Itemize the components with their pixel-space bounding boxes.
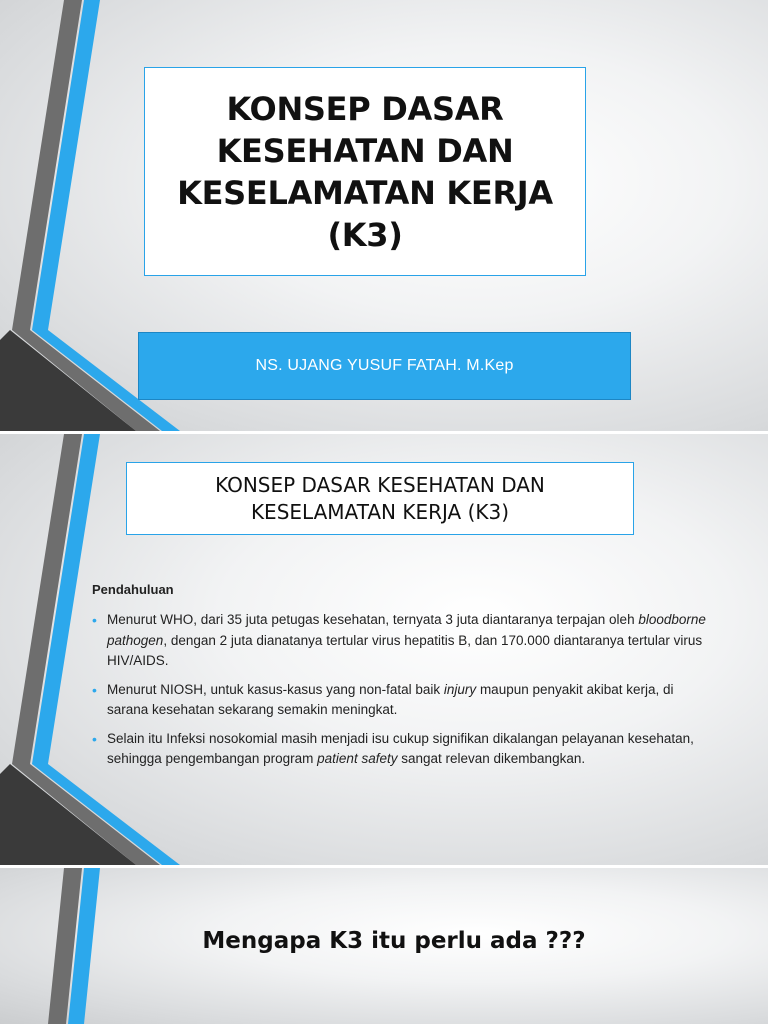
slide-question [0,868,768,1024]
slide-title-text: KONSEP DASAR KESEHATAN DAN KESELAMATAN KERJA (K3) [177,89,553,254]
bullet-icon: • [92,681,97,698]
title-box [126,462,634,535]
author-bar [138,332,631,400]
list-item: • Menurut NIOSH, untuk kasus-kasus yang non-fatal baik injury maupun penyakit akibat kerja, di sarana kesehatan sekarang semakin meningkat. [92,681,674,717]
slide-title [0,0,768,431]
author-name: NS. UJANG YUSUF FATAH. M.Kep [255,357,514,374]
slide-title-text: KONSEP DASAR KESEHATAN DAN KESELAMATAN KERJA (K3) [215,472,545,524]
list-item: • Selain itu Infeksi nosokomial masih menjadi isu cukup signifikan dikalangan pelayanan kesehatan, sehingga pengembangan program patient safety sangat relevan dikembangkan. [92,730,694,766]
bullet-icon: • [92,730,97,747]
bullet-list [92,610,712,778]
list-item: • Menurut WHO, dari 35 juta petugas kesehatan, ternyata 3 juta diantaranya terpajan oleh bloodborne pathogen, dengan 2 juta dianatanya tertular virus hepatitis B, dan 170.000 diantaranya tertular virus HIV/AIDS. [92,612,706,668]
title-box [144,67,586,276]
slide-title-text: Mengapa K3 itu perlu ada ??? [202,928,586,954]
slide-introduction [0,434,768,865]
bullet-icon: • [92,612,97,628]
section-heading: Pendahuluan [92,582,174,597]
